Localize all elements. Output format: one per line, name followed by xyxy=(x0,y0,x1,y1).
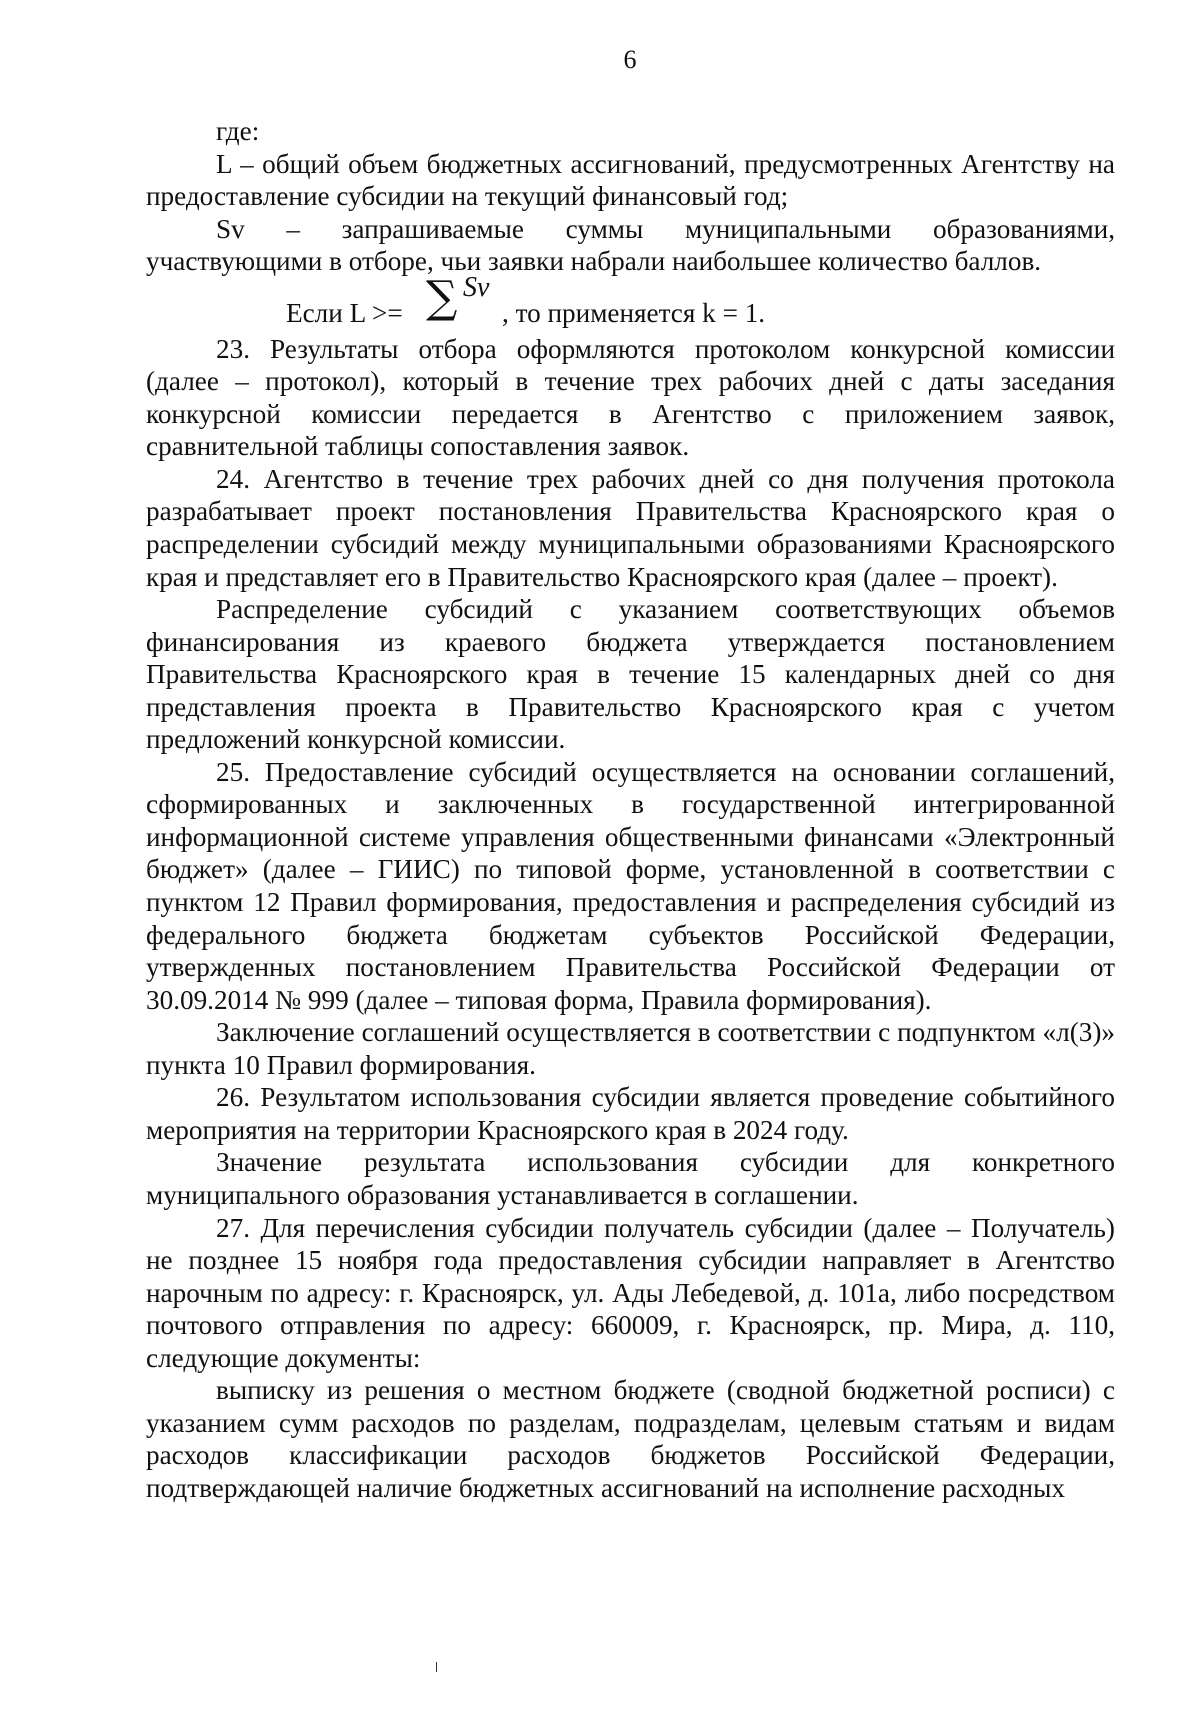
formula-rhs: , то применяется k = 1. xyxy=(502,297,766,328)
formula-sv: Sv xyxy=(463,271,490,303)
paragraph-27-extract: выписку из решения о местном бюджете (сводной бюджетной росписи) с указанием сумм расходов по разделам, подразделам, целевым статьям и видам расходов классификации расходов бюджетов Российской Федерации, подтверждающей наличие бюджетных ассигнований на исполнение расходных xyxy=(146,1375,1115,1503)
paragraph-sv-definition: Sv – запрашиваемые суммы муниципальными образованиями, участвующими в отборе, чьи заявки набрали наибольшее количество баллов. xyxy=(146,213,1115,277)
document-body xyxy=(146,115,1115,1504)
paragraph-24: 24. Агентство в течение трех рабочих дней со дня получения протокола разрабатывает проект постановления Правительства Красноярского края о распределении субсидий между муниципальными образованиями Красноярского края и представляет его в Правительство Красноярского края (далее – проект). xyxy=(146,463,1115,592)
paragraph-23: 23. Результаты отбора оформляются протоколом конкурсной комиссии (далее – протокол), который в течение трех рабочих дней с даты заседания конкурсной комиссии передается в Агентство с приложением заявок, сравнительной таблицы сопоставления заявок. xyxy=(146,333,1115,462)
sum-sign: ∑ xyxy=(426,271,458,323)
scan-mark xyxy=(436,1662,437,1672)
formula-condition xyxy=(146,271,1115,333)
page-number: 6 xyxy=(623,45,637,74)
paragraph-l-definition: L – общий объем бюджетных ассигнований, предусмотренных Агентству на предоставление субсидии на текущий финансовый год; xyxy=(146,148,1115,212)
formula-lhs: Если L >= xyxy=(286,297,403,328)
paragraph-24-distribution: Распределение субсидий с указанием соответствующих объемов финансирования из краевого бюджета утверждается постановлением Правительства Красноярского края в течение 15 календарных дней со дня представления проекта в Правительство Красноярского края с учетом предложений конкурсной комиссии. xyxy=(146,594,1115,755)
paragraph-26-value: Значение результата использования субсидии для конкретного муниципального образования устанавливается в соглашении. xyxy=(146,1147,1115,1210)
paragraph-26: 26. Результатом использования субсидии является проведение событийного мероприятия на территории Красноярского края в 2024 году. xyxy=(146,1082,1115,1145)
paragraph-27: 27. Для перечисления субсидии получатель субсидии (далее – Получатель) не позднее 15 ноября года предоставления субсидии направляет в Агентство нарочным по адресу: г. Красноярск, ул. Ады Лебедевой, д. 101а, либо посредством почтового отправления по адресу: 660009, г. Красноярск, пр. Мира, д. 110, следующие документы: xyxy=(146,1212,1115,1373)
paragraph-where: где: xyxy=(216,116,260,146)
paragraph-25-agreements: Заключение соглашений осуществляется в соответствии с подпунктом «л(3)» пункта 10 Правил формирования. xyxy=(146,1017,1115,1080)
paragraph-25: 25. Предоставление субсидий осуществляется на основании соглашений, сформированных и заключенных в государственной интегрированной информационной системе управления общественными финансами «Электронный бюджет» (далее – ГИИС) по типовой форме, установленной в соответствии с пунктом 12 Правил формирования, предоставления и распределения субсидий из федерального бюджета бюджетам субъектов Российской Федерации, утвержденных постановлением Правительства Российской Федерации от 30.09.2014 № 999 (далее – типовая форма, Правила формирования). xyxy=(146,756,1115,1015)
